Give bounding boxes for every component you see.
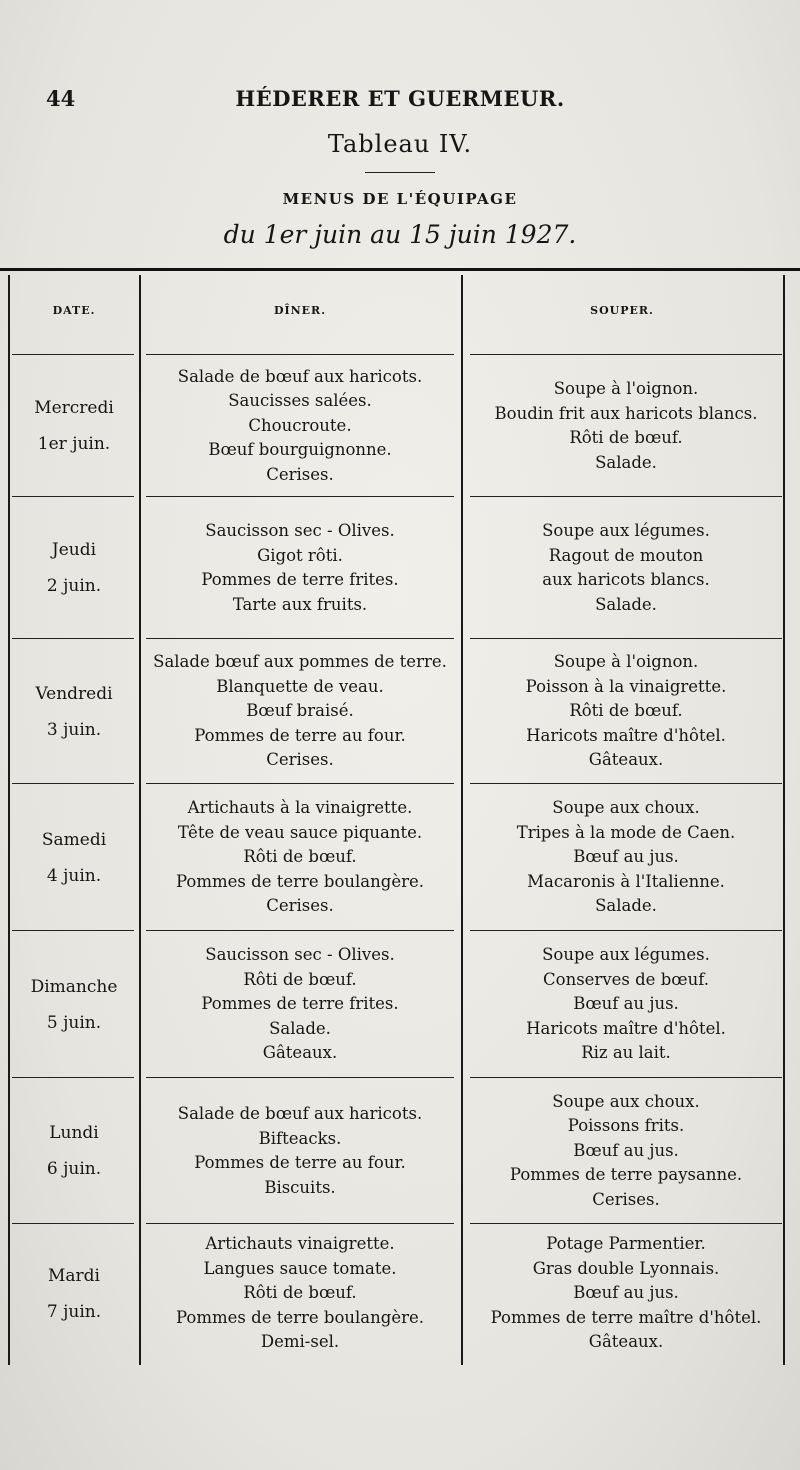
diner-dish: Salade bœuf aux pommes de terre. xyxy=(153,652,447,672)
diner-dish: Rôti de bœuf. xyxy=(243,1283,357,1303)
souper-dish: Bœuf au jus. xyxy=(573,1140,679,1160)
diner-dish: Biscuits. xyxy=(264,1177,336,1197)
day-date: 2 juin. xyxy=(46,576,102,596)
diner-dish: Saucisses salées. xyxy=(228,391,372,411)
diner-dish: Rôti de bœuf. xyxy=(243,847,357,867)
souper-dish: Rôti de bœuf. xyxy=(569,428,683,447)
souper-dish: Macaronis à l'Italienne. xyxy=(527,871,725,891)
menu-row xyxy=(0,642,800,781)
row-rule xyxy=(146,783,454,784)
row-rule xyxy=(12,496,134,497)
row-rule xyxy=(470,638,782,639)
menu-row xyxy=(0,1081,800,1221)
diner-cell xyxy=(140,500,460,636)
souper-dish: Tripes à la mode de Caen. xyxy=(516,822,736,842)
column-header-date: DATE. xyxy=(52,304,96,317)
row-rule xyxy=(470,930,782,931)
diner-dish: Artichauts à la vinaigrette. xyxy=(187,798,413,818)
menu-row xyxy=(0,787,800,928)
souper-dish: Soupe à l'oignon. xyxy=(553,652,699,672)
souper-dish: Pommes de terre maître d'hôtel. xyxy=(490,1307,762,1327)
souper-dish: Poissons frits. xyxy=(567,1116,685,1136)
row-rule xyxy=(12,930,134,931)
souper-cell xyxy=(462,1081,790,1221)
diner-dish: Bifteacks. xyxy=(258,1128,342,1148)
date-cell xyxy=(10,642,138,781)
diner-dish: Pommes de terre frites. xyxy=(201,570,399,589)
date-cell xyxy=(10,500,138,636)
row-rule xyxy=(146,1223,454,1224)
day-name: Jeudi xyxy=(51,540,97,560)
diner-dish: Cerises. xyxy=(266,896,334,916)
diner-dish: Artichauts vinaigrette. xyxy=(205,1234,395,1254)
row-rule xyxy=(12,638,134,639)
day-name: Vendredi xyxy=(35,683,113,704)
table-caption: MENUS DE L'ÉQUIPAGE xyxy=(282,190,518,208)
diner-cell xyxy=(140,1227,460,1360)
diner-dish: Langues sauce tomate. xyxy=(203,1258,397,1278)
souper-dish: Soupe aux choux. xyxy=(552,798,700,818)
column-header-souper: SOUPER. xyxy=(590,304,654,317)
day-name: Mercredi xyxy=(34,398,114,418)
souper-dish: Poisson à la vinaigrette. xyxy=(525,676,727,696)
souper-cell xyxy=(462,934,790,1075)
date-cell xyxy=(10,1081,138,1221)
menu-row xyxy=(0,500,800,636)
row-rule xyxy=(146,354,454,355)
row-rule xyxy=(470,783,782,784)
souper-cell xyxy=(462,787,790,928)
souper-dish: Salade. xyxy=(595,594,657,614)
row-rule xyxy=(146,930,454,931)
souper-dish: Riz au lait. xyxy=(581,1043,671,1063)
diner-dish: Cerises. xyxy=(266,464,334,484)
day-date: 7 juin. xyxy=(46,1301,102,1322)
souper-dish: Bœuf au jus. xyxy=(573,847,679,867)
page-number: 44 xyxy=(46,86,76,111)
souper-dish: Soupe aux légumes. xyxy=(542,521,710,540)
table-top-rule xyxy=(0,268,800,271)
day-date: 6 juin. xyxy=(46,1159,102,1179)
souper-cell xyxy=(462,1227,790,1360)
date-cell xyxy=(10,934,138,1075)
souper-dish: Potage Parmentier. xyxy=(546,1234,706,1254)
souper-dish: Gâteaux. xyxy=(588,1332,664,1352)
menu-row xyxy=(0,1227,800,1360)
souper-dish: Pommes de terre paysanne. xyxy=(509,1165,743,1185)
table-title: Tableau IV. xyxy=(327,130,473,158)
souper-dish: Rôti de bœuf. xyxy=(569,701,683,721)
diner-dish: Gigot rôti. xyxy=(257,545,343,565)
menu-row xyxy=(0,934,800,1075)
date-cell xyxy=(10,1227,138,1360)
diner-dish: Pommes de terre boulangère. xyxy=(176,871,424,891)
row-rule xyxy=(12,1223,134,1224)
souper-dish: aux haricots blancs. xyxy=(542,570,710,589)
title-rule xyxy=(365,172,435,173)
diner-dish: Pommes de terre boulangère. xyxy=(176,1307,424,1327)
diner-dish: Tête de veau sauce piquante. xyxy=(177,822,423,842)
day-name: Lundi xyxy=(49,1123,99,1143)
page-header xyxy=(0,86,800,116)
row-rule xyxy=(470,1077,782,1078)
row-rule xyxy=(12,1077,134,1078)
souper-dish: Soupe aux légumes. xyxy=(542,945,710,965)
row-rule xyxy=(12,783,134,784)
day-date: 4 juin. xyxy=(46,865,102,886)
souper-cell xyxy=(462,642,790,781)
diner-dish: Pommes de terre frites. xyxy=(201,994,399,1014)
diner-dish: Salade. xyxy=(269,1018,331,1038)
day-name: Dimanche xyxy=(30,976,118,997)
running-title: HÉDERER ET GUERMEUR. xyxy=(235,86,565,111)
diner-dish: Salade de bœuf aux haricots. xyxy=(177,366,423,386)
day-date: 5 juin. xyxy=(46,1012,102,1033)
day-name: Mardi xyxy=(48,1265,100,1286)
souper-dish: Bœuf au jus. xyxy=(573,1283,679,1303)
diner-cell xyxy=(140,642,460,781)
souper-dish: Bœuf au jus. xyxy=(573,994,679,1014)
souper-dish: Cerises. xyxy=(592,1189,660,1209)
diner-cell xyxy=(140,787,460,928)
row-rule xyxy=(12,354,134,355)
souper-dish: Salade. xyxy=(595,452,657,472)
menu-row xyxy=(0,358,800,494)
diner-dish: Bœuf bourguignonne. xyxy=(208,440,392,460)
diner-cell xyxy=(140,1081,460,1221)
row-rule xyxy=(146,1077,454,1078)
diner-dish: Bœuf braisé. xyxy=(246,701,354,721)
date-cell xyxy=(10,787,138,928)
souper-dish: Salade. xyxy=(595,896,657,916)
souper-cell xyxy=(462,358,790,494)
day-name: Samedi xyxy=(41,829,107,850)
diner-dish: Tarte aux fruits. xyxy=(232,594,368,614)
day-date: 1er juin. xyxy=(37,434,111,454)
date-range: du 1er juin au 15 juin 1927. xyxy=(223,220,577,249)
diner-dish: Choucroute. xyxy=(248,415,352,435)
row-rule xyxy=(470,1223,782,1224)
diner-dish: Saucisson sec - Olives. xyxy=(205,945,395,965)
row-rule xyxy=(146,638,454,639)
diner-dish: Rôti de bœuf. xyxy=(243,969,357,989)
date-cell xyxy=(10,358,138,494)
souper-dish: Gâteaux. xyxy=(588,750,664,770)
row-rule xyxy=(146,496,454,497)
souper-dish: Gras double Lyonnais. xyxy=(532,1258,720,1278)
diner-dish: Demi-sel. xyxy=(260,1332,340,1352)
souper-dish: Boudin frit aux haricots blancs. xyxy=(494,403,758,423)
diner-dish: Saucisson sec - Olives. xyxy=(205,521,395,540)
diner-cell xyxy=(140,934,460,1075)
souper-dish: Ragout de mouton xyxy=(548,545,704,565)
day-date: 3 juin. xyxy=(46,719,102,740)
diner-dish: Pommes de terre au four. xyxy=(194,1153,406,1172)
diner-dish: Gâteaux. xyxy=(262,1043,338,1063)
souper-cell xyxy=(462,500,790,636)
souper-dish: Haricots maître d'hôtel. xyxy=(526,725,726,745)
column-header-diner: DÎNER. xyxy=(273,304,327,317)
diner-dish: Salade de bœuf aux haricots. xyxy=(177,1104,423,1123)
souper-dish: Conserves de bœuf. xyxy=(543,969,709,989)
diner-dish: Blanquette de veau. xyxy=(216,676,384,696)
row-rule xyxy=(470,496,782,497)
souper-dish: Haricots maître d'hôtel. xyxy=(526,1018,726,1038)
diner-dish: Pommes de terre au four. xyxy=(194,725,406,745)
souper-dish: Soupe à l'oignon. xyxy=(553,379,699,398)
diner-cell xyxy=(140,358,460,494)
row-rule xyxy=(470,354,782,355)
souper-dish: Soupe aux choux. xyxy=(552,1091,700,1111)
diner-dish: Cerises. xyxy=(266,750,334,770)
